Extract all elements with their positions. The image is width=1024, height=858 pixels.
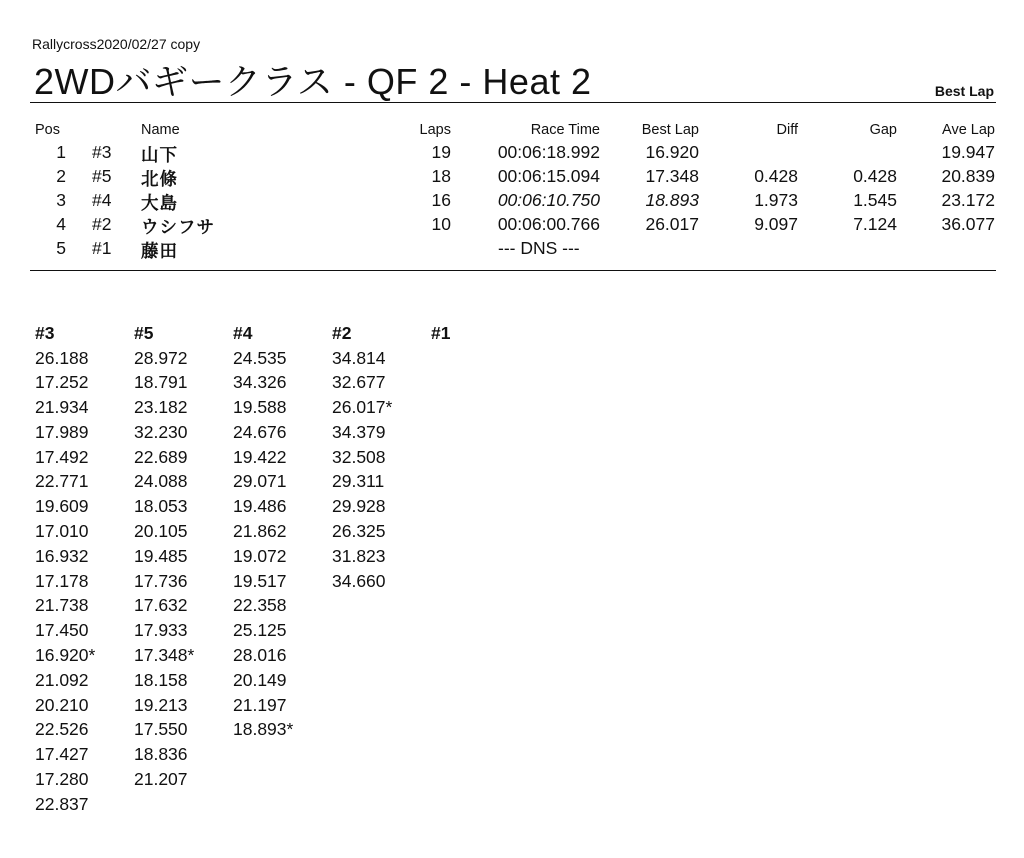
lap-time: 34.326 xyxy=(233,372,287,393)
result-best-lap: 17.348 xyxy=(645,166,699,186)
header-name: Name xyxy=(141,122,180,138)
result-row xyxy=(0,238,1024,262)
result-ave-lap: 23.172 xyxy=(941,190,995,210)
lap-time: 19.422 xyxy=(233,446,287,467)
lap-column-car: #5 xyxy=(134,323,154,343)
result-driver-name: 大島 xyxy=(141,193,178,213)
result-gap: 1.545 xyxy=(853,190,897,210)
lap-time: 26.017* xyxy=(332,397,393,418)
result-diff: 1.973 xyxy=(754,190,798,210)
result-dns-status: --- DNS --- xyxy=(498,238,580,258)
lap-time: 17.450 xyxy=(35,620,89,641)
lap-time: 21.207 xyxy=(134,769,188,790)
lap-time: 21.197 xyxy=(233,694,287,715)
lap-time: 16.920* xyxy=(35,645,96,666)
result-driver-name: 北條 xyxy=(141,169,178,189)
result-race-time: 00:06:10.750 xyxy=(497,190,600,210)
lap-column xyxy=(332,323,431,819)
lap-time: 23.182 xyxy=(134,397,188,418)
result-pos: 5 xyxy=(56,238,66,258)
result-diff: 0.428 xyxy=(754,166,798,186)
lap-column xyxy=(233,323,332,819)
lap-time: 24.535 xyxy=(233,347,287,368)
result-driver-name: ウシフサ xyxy=(141,217,215,237)
result-laps: 16 xyxy=(431,190,451,210)
result-diff: 9.097 xyxy=(754,214,798,234)
lap-time: 19.486 xyxy=(233,496,287,517)
result-race-time: 00:06:15.094 xyxy=(497,166,600,186)
lap-time: 18.893* xyxy=(233,719,294,740)
lap-time: 32.677 xyxy=(332,372,386,393)
lap-time: 22.771 xyxy=(35,471,89,492)
lap-time: 21.862 xyxy=(233,521,287,542)
lap-time: 24.676 xyxy=(233,421,287,442)
lap-column xyxy=(431,323,530,819)
event-subtitle: Rallycross2020/02/27 copy xyxy=(32,36,201,52)
lap-time: 32.230 xyxy=(134,421,188,442)
result-laps: 18 xyxy=(431,166,451,186)
lap-time: 20.210 xyxy=(35,694,89,715)
lap-time: 19.517 xyxy=(233,570,287,591)
lap-time: 21.738 xyxy=(35,595,89,616)
lap-time: 34.660 xyxy=(332,570,386,591)
result-best-lap: 18.893 xyxy=(645,190,699,210)
lap-time: 18.791 xyxy=(134,372,188,393)
lap-time: 21.092 xyxy=(35,669,89,690)
lap-time: 31.823 xyxy=(332,545,386,566)
results-header-row xyxy=(0,122,1024,142)
result-car-number: #3 xyxy=(92,142,112,162)
header-best-lap: Best Lap xyxy=(641,122,699,138)
result-race-time: 00:06:18.992 xyxy=(497,142,600,162)
lap-time: 19.609 xyxy=(35,496,89,517)
lap-time: 17.550 xyxy=(134,719,188,740)
lap-time: 29.071 xyxy=(233,471,287,492)
lap-time: 22.689 xyxy=(134,446,188,467)
result-gap: 7.124 xyxy=(853,214,897,234)
lap-time: 17.989 xyxy=(35,421,89,442)
result-race-time: 00:06:00.766 xyxy=(497,214,600,234)
result-car-number: #5 xyxy=(92,166,112,186)
lap-time: 17.427 xyxy=(35,744,89,765)
lap-time: 20.105 xyxy=(134,521,188,542)
lap-time: 19.485 xyxy=(134,545,188,566)
lap-time: 26.325 xyxy=(332,521,386,542)
lap-time: 19.588 xyxy=(233,397,287,418)
lap-time: 28.972 xyxy=(134,347,188,368)
lap-time: 24.088 xyxy=(134,471,188,492)
lap-time: 18.158 xyxy=(134,669,188,690)
lap-time: 29.928 xyxy=(332,496,386,517)
lap-time: 17.178 xyxy=(35,570,89,591)
result-pos: 1 xyxy=(56,142,66,162)
result-gap: 0.428 xyxy=(853,166,897,186)
lap-time: 22.358 xyxy=(233,595,287,616)
lap-time: 17.348* xyxy=(134,645,195,666)
result-driver-name: 藤田 xyxy=(141,241,178,261)
lap-time: 29.311 xyxy=(332,471,385,492)
lap-column-car: #3 xyxy=(35,323,55,343)
lap-time: 28.016 xyxy=(233,645,287,666)
page-title: 2WDバギークラス - QF 2 - Heat 2 xyxy=(34,61,592,102)
header-pos: Pos xyxy=(35,122,60,138)
result-ave-lap: 19.947 xyxy=(941,142,995,162)
lap-time: 19.213 xyxy=(134,694,188,715)
result-row xyxy=(0,166,1024,190)
result-pos: 4 xyxy=(56,214,66,234)
lap-time: 34.379 xyxy=(332,421,386,442)
result-driver-name: 山下 xyxy=(141,145,178,165)
result-laps: 10 xyxy=(431,214,451,234)
best-lap-heading: Best Lap xyxy=(934,83,994,99)
lap-time: 20.149 xyxy=(233,669,287,690)
lap-column xyxy=(134,323,233,819)
results-table xyxy=(0,122,1024,262)
header-diff: Diff xyxy=(776,122,798,138)
lap-time: 17.010 xyxy=(35,521,89,542)
lap-time: 19.072 xyxy=(233,545,287,566)
result-car-number: #2 xyxy=(92,214,112,234)
result-ave-lap: 36.077 xyxy=(941,214,995,234)
lap-time: 22.837 xyxy=(35,793,89,814)
result-row xyxy=(0,190,1024,214)
lap-column-car: #4 xyxy=(233,323,253,343)
lap-time: 18.836 xyxy=(134,744,188,765)
header-gap: Gap xyxy=(869,122,897,138)
lap-column xyxy=(35,323,134,819)
result-row xyxy=(0,142,1024,166)
lap-time: 26.188 xyxy=(35,347,89,368)
lap-time: 34.814 xyxy=(332,347,386,368)
result-laps: 19 xyxy=(431,142,451,162)
lap-column-car: #2 xyxy=(332,323,352,343)
lap-time: 17.492 xyxy=(35,446,89,467)
lap-time: 18.053 xyxy=(134,496,188,517)
result-best-lap: 16.920 xyxy=(645,142,699,162)
header-divider xyxy=(30,102,996,103)
result-ave-lap: 20.839 xyxy=(941,166,995,186)
lap-times-grid xyxy=(35,323,530,819)
result-pos: 2 xyxy=(56,166,66,186)
result-pos: 3 xyxy=(56,190,66,210)
lap-time: 17.632 xyxy=(134,595,188,616)
lap-time: 17.280 xyxy=(35,769,89,790)
lap-time: 21.934 xyxy=(35,397,89,418)
lap-time: 25.125 xyxy=(233,620,287,641)
result-row xyxy=(0,214,1024,238)
header-ave-lap: Ave Lap xyxy=(942,122,995,138)
header-laps: Laps xyxy=(419,122,451,138)
lap-time: 17.736 xyxy=(134,570,188,591)
result-best-lap: 26.017 xyxy=(645,214,699,234)
lap-column-car: #1 xyxy=(431,323,451,343)
result-car-number: #4 xyxy=(92,190,112,210)
lap-time: 32.508 xyxy=(332,446,386,467)
lap-time: 17.933 xyxy=(134,620,188,641)
lap-time: 16.932 xyxy=(35,545,89,566)
result-car-number: #1 xyxy=(92,238,112,258)
lap-time: 17.252 xyxy=(35,372,89,393)
results-divider xyxy=(30,270,996,271)
lap-time: 22.526 xyxy=(35,719,89,740)
header-race-time: Race Time xyxy=(530,122,600,138)
